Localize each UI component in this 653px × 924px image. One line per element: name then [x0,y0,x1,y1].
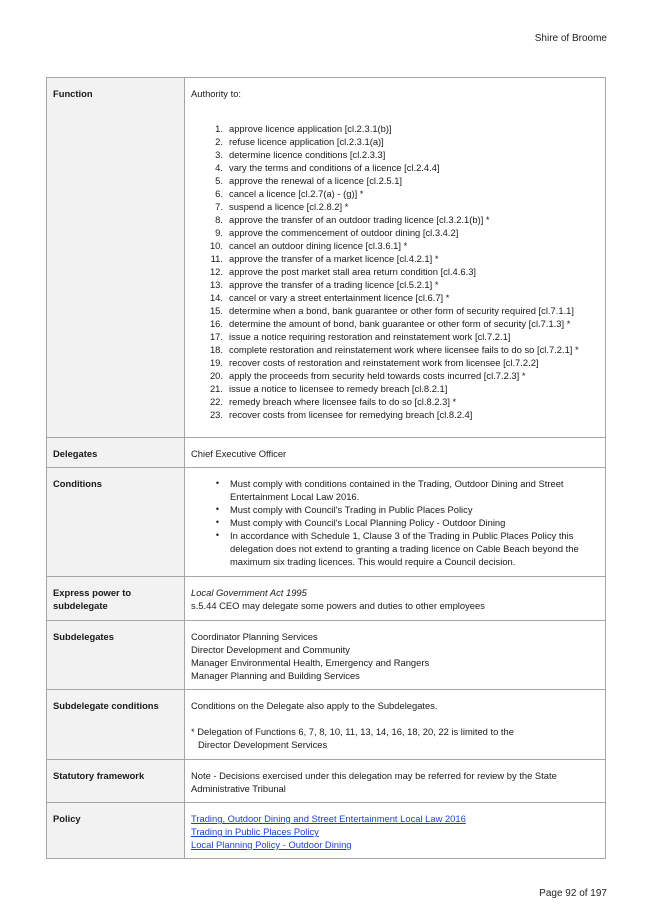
function-item-number: 1. [215,123,223,134]
condition-item [191,516,599,529]
function-item [191,356,599,369]
organisation-header: Shire of Broome [534,33,607,44]
condition-item-text: Must comply with Council's Trading in Public Places Policy [230,504,473,515]
subdelegate-conditions-note-cont: Director Development Services [198,739,328,750]
function-item [191,148,599,161]
condition-item [191,477,599,503]
policy-value [185,803,606,859]
function-item-text: cancel an outdoor dining licence [cl.3.6.1] * [229,240,408,251]
subdelegate-item: Director Development and Community [191,644,350,655]
function-item-text: complete restoration and reinstatement work where licensee fails to do so [cl.7.2.1] * [229,344,579,355]
function-item [191,265,599,278]
statutory-value: Note - Decisions exercised under this delegation may be referred for review by the State Administrative Tribunal [185,760,606,803]
policy-row [47,803,606,859]
function-item [191,161,599,174]
function-item [191,382,599,395]
function-item-number: 12. [209,266,223,277]
bullet-icon: • [215,478,219,488]
function-item-text: approve the transfer of a market licence [cl.4.2.1] * [229,253,439,264]
condition-item [191,503,599,516]
function-item-text: approve the renewal of a licence [cl.2.5.1] [229,175,403,186]
subdelegate-conditions-note: * Delegation of Functions 6, 7, 8, 10, 11, 13, 14, 16, 18, 20, 22 is limited to the [191,726,514,737]
function-label: Function [47,78,185,438]
function-item-text: determine when a bond, bank guarantee or other form of security required [cl.7.1.1] [229,305,574,316]
conditions-value [185,468,606,577]
function-item [191,317,599,330]
bullet-icon: • [215,530,219,540]
function-item-number: 6. [215,188,223,199]
function-item-text: remedy breach where licensee fails to do so [cl.8.2.3] * [229,396,457,407]
function-item [191,369,599,382]
condition-item-text: Must comply with conditions contained in the Trading, Outdoor Dining and Street Entertainment Local Law 2016. [230,478,564,502]
function-item-number: 16. [209,318,223,329]
function-item-text: issue a notice to licensee to remedy breach [cl.8.2.1] [229,383,448,394]
function-item-number: 20. [209,370,223,381]
function-item [191,200,599,213]
subdelegate-item: Manager Environmental Health, Emergency and Rangers [191,657,430,668]
subdelegate-conditions-line: Conditions on the Delegate also apply to the Subdelegates. [191,700,438,711]
function-item [191,239,599,252]
page-number: Page 92 of 197 [539,888,607,899]
function-item [191,304,599,317]
policy-link-planning[interactable]: Local Planning Policy - Outdoor Dining [191,839,352,850]
act-section: s.5.44 CEO may delegate some powers and duties to other employees [191,600,485,611]
function-item-number: 4. [215,162,223,173]
function-item-text: cancel a licence [cl.2.7(a) - (g)] * [229,188,364,199]
function-item [191,174,599,187]
condition-item-text: Must comply with Council's Local Planning Policy - Outdoor Dining [230,517,506,528]
condition-item-text: In accordance with Schedule 1, Clause 3 of the Trading in Public Places Policy this delegation does not extend to granting a trading licence on Cable Beach beyond the maximum six trading licences. This would require a Council decision. [230,530,579,567]
function-item [191,343,599,356]
function-item-number: 19. [209,357,223,368]
function-item-number: 13. [209,279,223,290]
conditions-row [47,468,606,577]
function-item-number: 10. [209,240,223,251]
function-item [191,291,599,304]
function-item-number: 3. [215,149,223,160]
function-item-number: 17. [209,331,223,342]
function-item-number: 8. [215,214,223,225]
bullet-icon: • [215,517,219,527]
function-item-text: approve licence application [cl.2.3.1(b)] [229,123,392,134]
delegates-value: Chief Executive Officer [185,438,606,468]
function-item-text: vary the terms and conditions of a licence [cl.2.4.4] [229,162,440,173]
delegation-table [46,77,606,859]
express-power-label: Express power to subdelegate [47,577,185,621]
delegates-label: Delegates [47,438,185,468]
function-item-text: cancel or vary a street entertainment licence [cl.6.7] * [229,292,450,303]
bullet-icon: • [215,504,219,514]
function-item-number: 18. [209,344,223,355]
function-item [191,226,599,239]
function-item-text: approve the commencement of outdoor dining [cl.3.4.2] [229,227,459,238]
function-item [191,187,599,200]
function-list [191,122,599,421]
function-value [185,78,606,438]
condition-item [191,529,599,568]
function-item-number: 22. [209,396,223,407]
function-item-text: approve the post market stall area return condition [cl.4.6.3] [229,266,477,277]
subdelegate-item: Coordinator Planning Services [191,631,318,642]
function-row [47,78,606,438]
act-name: Local Government Act 1995 [191,587,307,598]
conditions-list [191,477,599,568]
function-item-number: 2. [215,136,223,147]
function-item-text: recover costs of restoration and reinstatement work from licensee [cl.7.2.2] [229,357,539,368]
function-item [191,278,599,291]
function-item-number: 9. [215,227,223,238]
function-item [191,408,599,421]
function-item-text: suspend a licence [cl.2.8.2] * [229,201,349,212]
conditions-label: Conditions [47,468,185,577]
function-item-text: determine the amount of bond, bank guarantee or other form of security [cl.7.1.3] * [229,318,571,329]
subdelegate-conditions-label: Subdelegate conditions [47,690,185,760]
function-intro: Authority to: [191,88,242,99]
policy-link-local-law[interactable]: Trading, Outdoor Dining and Street Entertainment Local Law 2016 [191,813,466,824]
delegates-row [47,438,606,468]
statutory-row [47,760,606,803]
subdelegate-conditions-value [185,690,606,760]
function-item-number: 23. [209,409,223,420]
function-item-text: approve the transfer of a trading licence [cl.5.2.1] * [229,279,439,290]
express-power-value [185,577,606,621]
policy-link-trading[interactable]: Trading in Public Places Policy [191,826,319,837]
function-item-text: issue a notice requiring restoration and reinstatement work [cl.7.2.1] [229,331,511,342]
function-item [191,330,599,343]
subdelegate-item: Manager Planning and Building Services [191,670,360,681]
policy-label: Policy [47,803,185,859]
function-item-number: 14. [209,292,223,303]
function-item-text: determine licence conditions [cl.2.3.3] [229,149,386,160]
function-item-text: recover costs from licensee for remedying breach [cl.8.2.4] [229,409,473,420]
function-item-number: 7. [215,201,223,212]
function-item [191,213,599,226]
statutory-label: Statutory framework [47,760,185,803]
function-item-text: refuse licence application [cl.2.3.1(a)] [229,136,384,147]
function-item-text: apply the proceeds from security held towards costs incurred [cl.7.2.3] * [229,370,526,381]
function-item-number: 15. [209,305,223,316]
function-item [191,135,599,148]
function-item [191,395,599,408]
function-item [191,252,599,265]
function-item-number: 5. [215,175,223,186]
function-item [191,122,599,135]
subdelegate-conditions-row [47,690,606,760]
function-item-text: approve the transfer of an outdoor trading licence [cl.3.2.1(b)] * [229,214,490,225]
subdelegates-value [185,621,606,690]
subdelegates-label: Subdelegates [47,621,185,690]
subdelegates-row [47,621,606,690]
function-item-number: 11. [210,253,223,264]
express-power-row [47,577,606,621]
function-item-number: 21. [209,383,223,394]
